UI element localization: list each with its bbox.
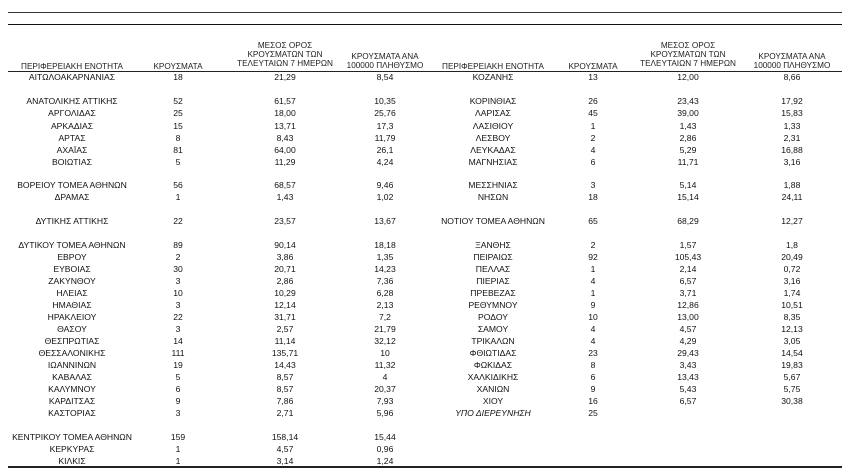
per100k-value: 1,35 bbox=[376, 252, 394, 262]
cases-value: 18 bbox=[588, 192, 598, 202]
avg7-value: 64,00 bbox=[274, 145, 296, 155]
avg7-value: 3,14 bbox=[276, 456, 294, 466]
avg7-value: 2,86 bbox=[276, 276, 294, 286]
avg7-value: 61,57 bbox=[274, 96, 296, 106]
per100k-value: 5,96 bbox=[376, 408, 394, 418]
header-per100k-left bbox=[335, 52, 435, 70]
region-name: ΒΟΙΩΤΙΑΣ bbox=[52, 157, 92, 167]
avg7-value: 31,71 bbox=[274, 312, 296, 322]
header-avg-left bbox=[225, 41, 345, 68]
region-name: ΚΑΡΔΙΤΣΑΣ bbox=[48, 396, 96, 406]
region-name: ΜΕΣΣΗΝΙΑΣ bbox=[468, 180, 518, 190]
cases-value: 1 bbox=[175, 192, 181, 202]
cases-value: 22 bbox=[173, 216, 183, 226]
avg7-value: 4,29 bbox=[679, 336, 697, 346]
avg7-value: 68,29 bbox=[677, 216, 699, 226]
top-rule bbox=[8, 12, 842, 13]
avg7-value: 90,14 bbox=[274, 240, 296, 250]
per100k-value: 4,24 bbox=[376, 157, 394, 167]
avg7-value: 6,57 bbox=[679, 276, 697, 286]
region-name: ΛΕΥΚΑΔΑΣ bbox=[470, 145, 516, 155]
avg7-value: 10,29 bbox=[274, 288, 296, 298]
region-name: ΠΕΙΡΑΙΩΣ bbox=[473, 252, 513, 262]
per100k-value: 4 bbox=[382, 372, 388, 382]
region-name: ΕΒΡΟΥ bbox=[57, 252, 87, 262]
avg7-value: 13,71 bbox=[274, 121, 296, 131]
region-name: ΦΩΚΙΔΑΣ bbox=[473, 360, 513, 370]
cases-value: 8 bbox=[590, 360, 596, 370]
region-name: ΡΕΘΥΜΝΟΥ bbox=[468, 300, 518, 310]
per100k-value: 1,74 bbox=[783, 288, 801, 298]
region-name: ΕΥΒΟΙΑΣ bbox=[53, 264, 91, 274]
cases-value: 19 bbox=[173, 360, 183, 370]
per100k-value: 14,23 bbox=[374, 264, 396, 274]
avg7-value: 12,00 bbox=[677, 72, 699, 82]
cases-value: 65 bbox=[588, 216, 598, 226]
per100k-value: 10 bbox=[380, 348, 390, 358]
per100k-value: 1,88 bbox=[783, 180, 801, 190]
per100k-value: 9,46 bbox=[376, 180, 394, 190]
cases-value: 4 bbox=[590, 276, 596, 286]
avg7-value: 4,57 bbox=[276, 444, 294, 454]
cases-value: 9 bbox=[175, 396, 181, 406]
cases-value: 25 bbox=[588, 408, 598, 418]
cases-value: 89 bbox=[173, 240, 183, 250]
cases-value: 5 bbox=[175, 157, 181, 167]
cases-value: 1 bbox=[590, 288, 596, 298]
cases-value: 4 bbox=[590, 324, 596, 334]
cases-value: 14 bbox=[173, 336, 183, 346]
avg7-value: 20,71 bbox=[274, 264, 296, 274]
per100k-value: 7,93 bbox=[376, 396, 394, 406]
cases-value: 6 bbox=[590, 372, 596, 382]
region-name: ΠΙΕΡΙΑΣ bbox=[476, 276, 510, 286]
cases-value: 3 bbox=[175, 276, 181, 286]
avg7-value: 15,14 bbox=[677, 192, 699, 202]
avg7-value: 1,57 bbox=[679, 240, 697, 250]
cases-value: 23 bbox=[588, 348, 598, 358]
per100k-value: 26,1 bbox=[376, 145, 394, 155]
cases-value: 3 bbox=[175, 300, 181, 310]
avg7-value: 2,14 bbox=[679, 264, 697, 274]
cases-value: 6 bbox=[590, 157, 596, 167]
cases-value: 22 bbox=[173, 312, 183, 322]
per100k-value: 8,66 bbox=[783, 72, 801, 82]
cases-value: 1 bbox=[175, 456, 181, 466]
avg7-value: 1,43 bbox=[679, 121, 697, 131]
per100k-value: 5,67 bbox=[783, 372, 801, 382]
avg7-value: 23,57 bbox=[274, 216, 296, 226]
region-name: ΧΑΝΙΩΝ bbox=[476, 384, 510, 394]
header-avg-line2: ΚΡΟΥΣΜΑΤΩΝ ΤΩΝ bbox=[247, 50, 323, 59]
cases-value: 56 bbox=[173, 180, 183, 190]
cases-value: 4 bbox=[590, 336, 596, 346]
avg7-value: 23,43 bbox=[677, 96, 699, 106]
region-name: ΡΟΔΟΥ bbox=[478, 312, 508, 322]
region-name: ΜΑΓΝΗΣΙΑΣ bbox=[468, 157, 518, 167]
region-name: ΣΑΜΟΥ bbox=[477, 324, 509, 334]
cases-value: 45 bbox=[588, 108, 598, 118]
avg7-value: 2,71 bbox=[276, 408, 294, 418]
region-name: ΒΟΡΕΙΟΥ ΤΟΜΕΑ ΑΘΗΝΩΝ bbox=[17, 180, 127, 190]
header-rule bbox=[8, 24, 842, 25]
cases-value: 9 bbox=[590, 300, 596, 310]
avg7-value: 18,00 bbox=[274, 108, 296, 118]
avg7-value: 5,14 bbox=[679, 180, 697, 190]
per100k-value: 2,31 bbox=[783, 133, 801, 143]
region-name: ΗΛΕΙΑΣ bbox=[56, 288, 88, 298]
avg7-value: 8,57 bbox=[276, 384, 294, 394]
avg7-value: 5,29 bbox=[679, 145, 697, 155]
avg7-value: 68,57 bbox=[274, 180, 296, 190]
per100k-value: 32,12 bbox=[374, 336, 396, 346]
avg7-value: 29,43 bbox=[677, 348, 699, 358]
region-name: ΞΑΝΘΗΣ bbox=[475, 240, 511, 250]
per100k-value: 20,37 bbox=[374, 384, 396, 394]
per100k-value: 30,38 bbox=[781, 396, 803, 406]
header-per100k-line1: ΚΡΟΥΣΜΑΤΑ ΑΝΑ bbox=[351, 52, 419, 61]
region-name: ΑΝΑΤΟΛΙΚΗΣ ΑΤΤΙΚΗΣ bbox=[26, 96, 118, 106]
region-name: ΔΥΤΙΚΗΣ ΑΤΤΙΚΗΣ bbox=[35, 216, 109, 226]
avg7-value: 21,29 bbox=[274, 72, 296, 82]
avg7-value: 3,43 bbox=[679, 360, 697, 370]
header-avg-line3: ΤΕΛΕΥΤΑΙΩΝ 7 ΗΜΕΡΩΝ bbox=[237, 59, 333, 68]
per100k-value: 7,36 bbox=[376, 276, 394, 286]
cases-value: 5 bbox=[175, 372, 181, 382]
per100k-value: 1,33 bbox=[783, 121, 801, 131]
per100k-value: 6,28 bbox=[376, 288, 394, 298]
per100k-value: 19,83 bbox=[781, 360, 803, 370]
per100k-value: 13,67 bbox=[374, 216, 396, 226]
cases-value: 2 bbox=[590, 240, 596, 250]
region-name: ΝΗΣΩΝ bbox=[477, 192, 509, 202]
region-name: ΛΕΣΒΟΥ bbox=[475, 133, 511, 143]
header-avg-right bbox=[628, 41, 748, 68]
cases-value: 10 bbox=[588, 312, 598, 322]
per100k-value: 17,92 bbox=[781, 96, 803, 106]
header-avg-line2: ΚΡΟΥΣΜΑΤΩΝ ΤΩΝ bbox=[650, 50, 726, 59]
per100k-value: 12,13 bbox=[781, 324, 803, 334]
cases-value: 1 bbox=[175, 444, 181, 454]
avg7-value: 13,00 bbox=[677, 312, 699, 322]
avg7-value: 158,14 bbox=[271, 432, 299, 442]
header-per100k-line2: 100000 ΠΛΗΘΥΣΜΟ bbox=[753, 61, 831, 70]
avg7-value: 5,43 bbox=[679, 384, 697, 394]
per100k-value: 1,8 bbox=[786, 240, 798, 250]
region-name: ΦΘΙΩΤΙΔΑΣ bbox=[469, 348, 517, 358]
cases-value: 52 bbox=[173, 96, 183, 106]
cases-value: 159 bbox=[170, 432, 186, 442]
avg7-value: 11,71 bbox=[677, 157, 699, 167]
region-name: ΑΡΤΑΣ bbox=[58, 133, 86, 143]
avg7-value: 6,57 bbox=[679, 396, 697, 406]
avg7-value: 105,43 bbox=[674, 252, 702, 262]
region-name: ΗΡΑΚΛΕΙΟΥ bbox=[47, 312, 97, 322]
per100k-value: 3,05 bbox=[783, 336, 801, 346]
header-region-left: ΠΕΡΙΦΕΡΕΙΑΚΗ ΕΝΟΤΗΤΑ bbox=[21, 62, 123, 71]
region-name: ΝΟΤΙΟΥ ΤΟΜΕΑ ΑΘΗΝΩΝ bbox=[441, 216, 545, 226]
avg7-value: 7,86 bbox=[276, 396, 294, 406]
per100k-value: 15,44 bbox=[374, 432, 396, 442]
cases-value: 4 bbox=[590, 145, 596, 155]
cases-value: 3 bbox=[175, 408, 181, 418]
per100k-value: 1,24 bbox=[376, 456, 394, 466]
avg7-value: 11,29 bbox=[274, 157, 296, 167]
avg7-value: 4,57 bbox=[679, 324, 697, 334]
per100k-value: 21,79 bbox=[374, 324, 396, 334]
avg7-value: 11,14 bbox=[274, 336, 296, 346]
region-name: ΚΑΛΥΜΝΟΥ bbox=[48, 384, 96, 394]
avg7-value: 3,71 bbox=[679, 288, 697, 298]
avg7-value: 14,43 bbox=[274, 360, 296, 370]
cases-value: 2 bbox=[175, 252, 181, 262]
cases-value: 10 bbox=[173, 288, 183, 298]
per100k-value: 12,27 bbox=[781, 216, 803, 226]
region-name: ΚΑΣΤΟΡΙΑΣ bbox=[48, 408, 96, 418]
region-name: ΑΧΑΪΑΣ bbox=[56, 145, 88, 155]
per100k-value: 20,49 bbox=[781, 252, 803, 262]
per100k-value: 3,16 bbox=[783, 157, 801, 167]
avg7-value: 2,57 bbox=[276, 324, 294, 334]
cases-value: 9 bbox=[590, 384, 596, 394]
cases-value: 3 bbox=[590, 180, 596, 190]
avg7-value: 12,14 bbox=[274, 300, 296, 310]
avg7-value: 1,43 bbox=[276, 192, 294, 202]
per100k-value: 17,3 bbox=[376, 121, 394, 131]
region-name: ΥΠΟ ΔΙΕΡΕΥΝΗΣΗ bbox=[455, 408, 531, 418]
per100k-value: 16,88 bbox=[781, 145, 803, 155]
per100k-value: 8,54 bbox=[376, 72, 394, 82]
header-avg-line1: ΜΕΣΟΣ ΟΡΟΣ bbox=[660, 41, 716, 50]
cases-value: 8 bbox=[175, 133, 181, 143]
cases-value: 92 bbox=[588, 252, 598, 262]
cases-value: 1 bbox=[590, 121, 596, 131]
region-name: ΔΥΤΙΚΟΥ ΤΟΜΕΑ ΑΘΗΝΩΝ bbox=[18, 240, 126, 250]
region-name: ΑΡΓΟΛΙΔΑΣ bbox=[48, 108, 96, 118]
avg7-value: 39,00 bbox=[677, 108, 699, 118]
cases-value: 30 bbox=[173, 264, 183, 274]
region-name: ΗΜΑΘΙΑΣ bbox=[52, 300, 92, 310]
region-name: ΚΕΝΤΡΙΚΟΥ ΤΟΜΕΑ ΑΘΗΝΩΝ bbox=[12, 432, 132, 442]
per100k-value: 10,35 bbox=[374, 96, 396, 106]
cases-value: 25 bbox=[173, 108, 183, 118]
region-name: ΛΑΣΙΘΙΟΥ bbox=[472, 121, 514, 131]
header-avg-line1: ΜΕΣΟΣ ΟΡΟΣ bbox=[257, 41, 313, 50]
per100k-value: 8,35 bbox=[783, 312, 801, 322]
region-name: ΚΑΒΑΛΑΣ bbox=[52, 372, 92, 382]
region-name: ΤΡΙΚΑΛΩΝ bbox=[471, 336, 515, 346]
per100k-value: 25,76 bbox=[374, 108, 396, 118]
bottom-rule bbox=[8, 466, 842, 468]
region-name: ΚΙΛΚΙΣ bbox=[58, 456, 86, 466]
per100k-value: 2,13 bbox=[376, 300, 394, 310]
region-name: ΚΕΡΚΥΡΑΣ bbox=[49, 444, 95, 454]
header-cases-left: ΚΡΟΥΣΜΑΤΑ bbox=[153, 62, 203, 71]
per100k-value: 11,32 bbox=[374, 360, 396, 370]
per100k-value: 18,18 bbox=[374, 240, 396, 250]
header-per100k-line1: ΚΡΟΥΣΜΑΤΑ ΑΝΑ bbox=[758, 52, 826, 61]
region-name: ΑΙΤΩΛΟΑΚΑΡΝΑΝΙΑΣ bbox=[28, 72, 116, 82]
per100k-value: 0,96 bbox=[376, 444, 394, 454]
cases-value: 2 bbox=[590, 133, 596, 143]
avg7-value: 3,86 bbox=[276, 252, 294, 262]
per100k-value: 10,51 bbox=[781, 300, 803, 310]
cases-value: 26 bbox=[588, 96, 598, 106]
header-avg-line3: ΤΕΛΕΥΤΑΙΩΝ 7 ΗΜΕΡΩΝ bbox=[640, 59, 736, 68]
region-name: ΑΡΚΑΔΙΑΣ bbox=[50, 121, 94, 131]
region-name: ΠΡΕΒΕΖΑΣ bbox=[470, 288, 516, 298]
region-name: ΛΑΡΙΣΑΣ bbox=[475, 108, 511, 118]
per100k-value: 5,75 bbox=[783, 384, 801, 394]
per100k-value: 15,83 bbox=[781, 108, 803, 118]
region-name: ΘΕΣΠΡΩΤΙΑΣ bbox=[44, 336, 100, 346]
cases-value: 111 bbox=[171, 348, 185, 358]
avg7-value: 135,71 bbox=[271, 348, 299, 358]
cases-value: 3 bbox=[175, 324, 181, 334]
region-name: ΖΑΚΥΝΘΟΥ bbox=[48, 276, 96, 286]
per100k-value: 0,72 bbox=[783, 264, 801, 274]
region-name: ΙΩΑΝΝΙΝΩΝ bbox=[47, 360, 97, 370]
cases-value: 6 bbox=[175, 384, 181, 394]
region-name: ΧΙΟΥ bbox=[482, 396, 504, 406]
cases-value: 16 bbox=[588, 396, 598, 406]
region-name: ΚΟΖΑΝΗΣ bbox=[472, 72, 514, 82]
cases-value: 13 bbox=[588, 72, 598, 82]
region-name: ΔΡΑΜΑΣ bbox=[54, 192, 90, 202]
region-name: ΘΕΣΣΑΛΟΝΙΚΗΣ bbox=[38, 348, 106, 358]
region-name: ΧΑΛΚΙΔΙΚΗΣ bbox=[467, 372, 519, 382]
avg7-value: 8,43 bbox=[276, 133, 294, 143]
avg7-value: 8,57 bbox=[276, 372, 294, 382]
header-region-right: ΠΕΡΙΦΕΡΕΙΑΚΗ ΕΝΟΤΗΤΑ bbox=[442, 62, 544, 71]
per100k-value: 1,02 bbox=[376, 192, 394, 202]
per100k-value: 3,16 bbox=[783, 276, 801, 286]
cases-value: 1 bbox=[590, 264, 596, 274]
cases-value: 81 bbox=[173, 145, 183, 155]
per100k-value: 14,54 bbox=[781, 348, 803, 358]
per100k-value: 24,11 bbox=[781, 192, 803, 202]
region-name: ΚΟΡΙΝΘΙΑΣ bbox=[469, 96, 517, 106]
header-cases-right: ΚΡΟΥΣΜΑΤΑ bbox=[568, 62, 618, 71]
cases-value: 18 bbox=[173, 72, 183, 82]
region-name: ΘΑΣΟΥ bbox=[57, 324, 87, 334]
avg7-value: 13,43 bbox=[677, 372, 699, 382]
per100k-value: 11,79 bbox=[374, 133, 396, 143]
cases-value: 15 bbox=[173, 121, 183, 131]
header-per100k-line2: 100000 ΠΛΗΘΥΣΜΟ bbox=[346, 61, 424, 70]
per100k-value: 7,2 bbox=[379, 312, 391, 322]
region-name: ΠΕΛΛΑΣ bbox=[475, 264, 511, 274]
header-per100k-right bbox=[742, 52, 842, 70]
avg7-value: 12,86 bbox=[677, 300, 699, 310]
avg7-value: 2,86 bbox=[679, 133, 697, 143]
